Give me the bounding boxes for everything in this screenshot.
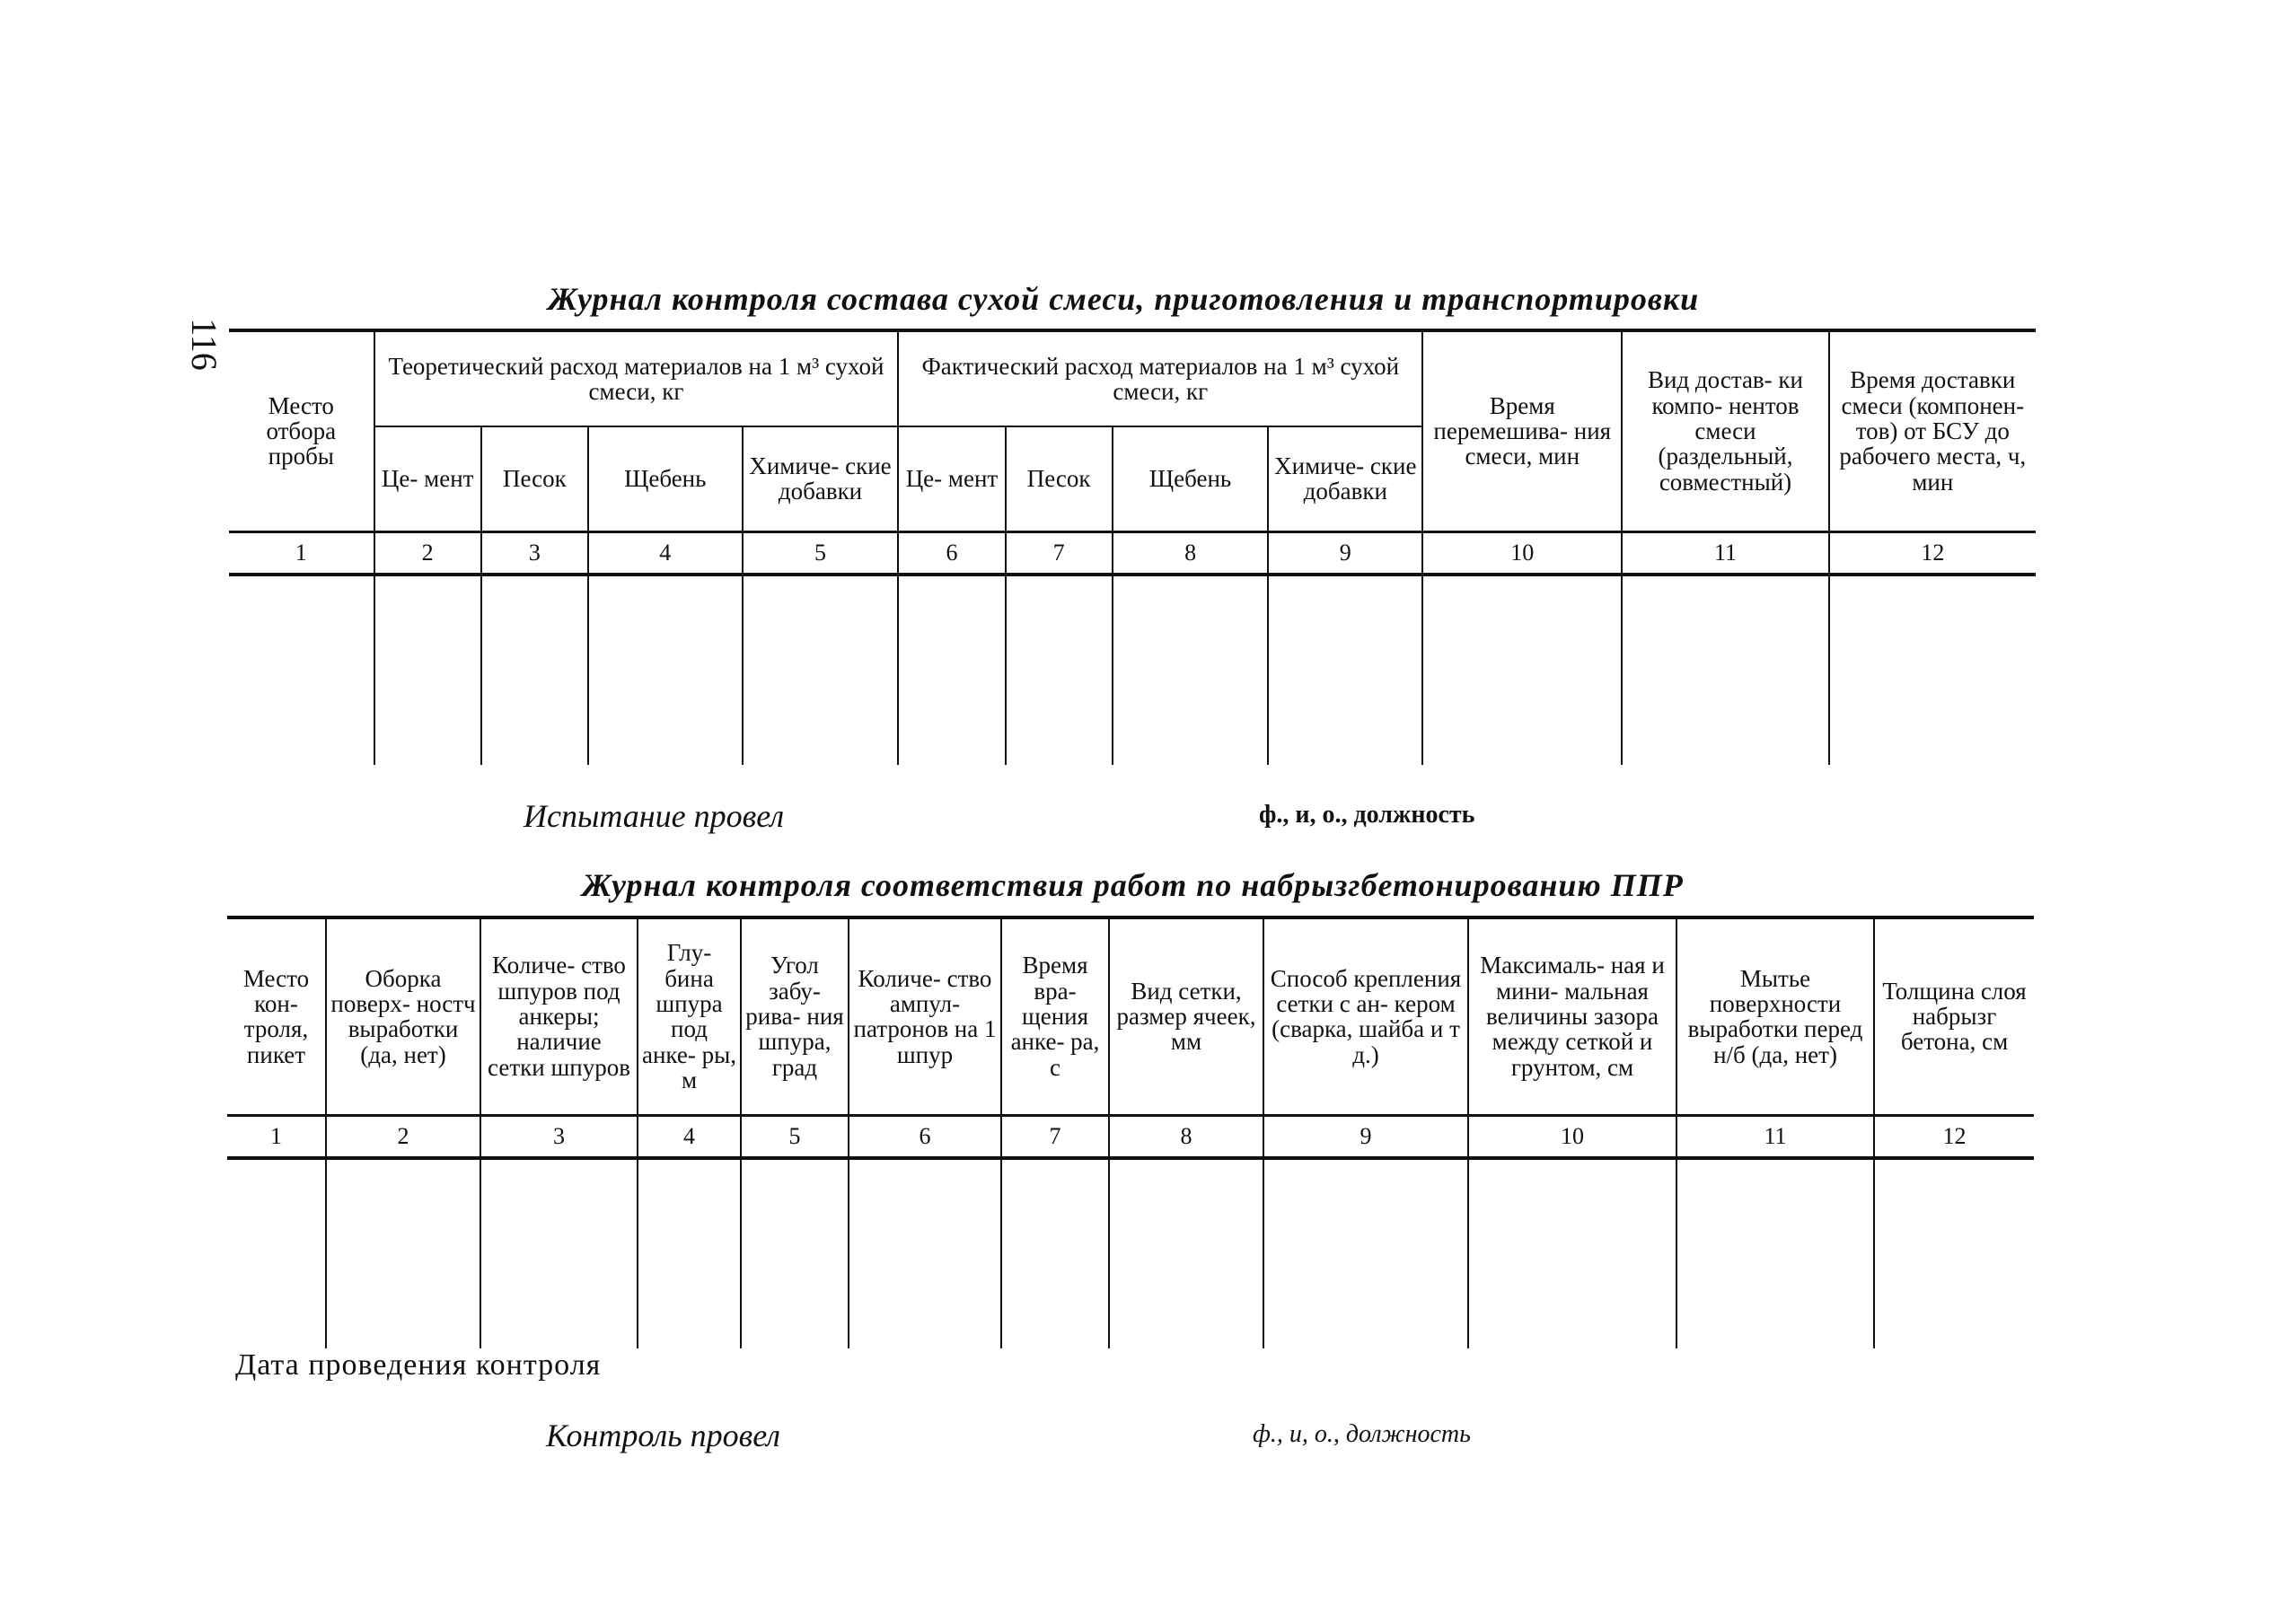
j1-signature-label: Испытание провел	[524, 798, 785, 834]
j1-col-delivery-type: Вид достав- ки компо- нентов смеси (раздельный, совместный)	[1622, 332, 1828, 531]
j2-col-mesh-fastening: Способ крепления сетки с ан- кером (сварка, шайба и т д.)	[1263, 919, 1468, 1115]
j2-num: 3	[480, 1115, 638, 1158]
j1-sub-sand-actual: Песок	[1006, 426, 1113, 531]
j2-num: 6	[849, 1115, 1001, 1158]
j2-entry-cell[interactable]	[638, 1158, 741, 1348]
j2-num: 7	[1001, 1115, 1109, 1158]
j2-col-hole-depth: Глу- бина шпура под анке- ры, м	[638, 919, 741, 1115]
j1-entry-cell[interactable]	[1422, 575, 1622, 765]
j1-signature-fields: ф., и, о., должность	[1259, 801, 1475, 829]
j1-sub-gravel-theoretical: Щебень	[588, 426, 743, 531]
j2-signature-fields: ф., и, о., должность	[1253, 1420, 1471, 1448]
j2-signature-label: Контроль провел	[546, 1418, 780, 1453]
j2-entry-cell[interactable]	[849, 1158, 1001, 1348]
j1-entry-cell[interactable]	[1622, 575, 1828, 765]
j1-entry-cell[interactable]	[481, 575, 588, 765]
j1-entry-cell[interactable]	[1268, 575, 1422, 765]
j2-entry-cell[interactable]	[1874, 1158, 2034, 1348]
j2-col-place: Место кон- троля, пикет	[227, 919, 326, 1115]
j1-num: 4	[588, 531, 743, 575]
j1-sub-cement-actual: Це- мент	[898, 426, 1005, 531]
j2-col-mesh-type: Вид сетки, размер ячеек, мм	[1109, 919, 1263, 1115]
j1-sub-sand-theoretical: Песок	[481, 426, 588, 531]
j2-num: 1	[227, 1115, 326, 1158]
j1-entry-cell[interactable]	[1829, 575, 2036, 765]
j1-num: 6	[898, 531, 1005, 575]
j2-entry-cell[interactable]	[227, 1158, 326, 1348]
j1-num: 9	[1268, 531, 1422, 575]
j1-entry-cell[interactable]	[374, 575, 481, 765]
j1-sub-chem-theoretical: Химиче- ские добавки	[743, 426, 899, 531]
j2-num: 5	[741, 1115, 849, 1158]
j2-num: 4	[638, 1115, 741, 1158]
j1-num: 5	[743, 531, 899, 575]
j1-num: 3	[481, 531, 588, 575]
j1-sub-cement-theoretical: Це- мент	[374, 426, 481, 531]
j1-entry-cell[interactable]	[1006, 575, 1113, 765]
j1-sub-chem-actual: Химиче- ские добавки	[1268, 426, 1422, 531]
j2-col-hole-count: Количе- ство шпуров под анкеры; наличие сетки шпуров	[480, 919, 638, 1115]
j2-num: 9	[1263, 1115, 1468, 1158]
journal1-table	[229, 332, 2036, 765]
j1-entry-cell[interactable]	[898, 575, 1005, 765]
j2-num: 11	[1676, 1115, 1874, 1158]
j2-entry-cell[interactable]	[326, 1158, 480, 1348]
j1-col-delivery-time: Время доставки смеси (компонен- тов) от БСУ до рабочего места, ч, мин	[1829, 332, 2036, 531]
journal2-table	[227, 919, 2034, 1348]
j2-entry-cell[interactable]	[1263, 1158, 1468, 1348]
j1-col-place: Место отбора пробы	[229, 332, 374, 531]
j1-num: 12	[1829, 531, 2036, 575]
j1-num: 8	[1113, 531, 1269, 575]
j1-num: 10	[1422, 531, 1622, 575]
j1-num: 1	[229, 531, 374, 575]
j1-entry-cell[interactable]	[588, 575, 743, 765]
j1-num: 7	[1006, 531, 1113, 575]
j2-entry-cell[interactable]	[1468, 1158, 1676, 1348]
j1-group-actual: Фактический расход материалов на 1 м³ сухой смеси, кг	[898, 332, 1422, 426]
j2-entry-cell[interactable]	[1001, 1158, 1109, 1348]
j1-col-mix-time: Время перемешива- ния смеси, мин	[1422, 332, 1622, 531]
j2-col-gap: Максималь- ная и мини- мальная величины зазора между сеткой и грунтом, см	[1468, 919, 1676, 1115]
j1-num: 2	[374, 531, 481, 575]
j2-entry-cell[interactable]	[741, 1158, 849, 1348]
j1-sub-gravel-actual: Щебень	[1113, 426, 1269, 531]
j2-date-label: Дата проведения контроля	[235, 1348, 602, 1382]
j2-entry-cell[interactable]	[480, 1158, 638, 1348]
page-number: 116	[183, 318, 224, 371]
j1-entry-cell[interactable]	[229, 575, 374, 765]
j2-entry-cell[interactable]	[1676, 1158, 1874, 1348]
j2-col-washing: Мытье поверхности выработки перед н/б (да, нет)	[1676, 919, 1874, 1115]
j2-num: 10	[1468, 1115, 1676, 1158]
journal2-title: Журнал контроля соответствия работ по набрызгбетонированию ППР	[582, 867, 1684, 903]
j1-group-theoretical: Теоретический расход материалов на 1 м³ сухой смеси, кг	[374, 332, 899, 426]
j2-col-thickness: Толщина слоя набрызг бетона, см	[1874, 919, 2034, 1115]
j2-col-cartridge-count: Количе- ство ампул- патронов на 1 шпур	[849, 919, 1001, 1115]
j1-entry-cell[interactable]	[1113, 575, 1269, 765]
j1-entry-cell[interactable]	[743, 575, 899, 765]
j2-col-surface-cleaning: Оборка поверх- ностч выработки (да, нет)	[326, 919, 480, 1115]
journal1-title: Журнал контроля состава сухой смеси, приготовления и транспортировки	[548, 281, 1700, 317]
j2-col-drill-angle: Угол забу- рива- ния шпура, град	[741, 919, 849, 1115]
j1-num: 11	[1622, 531, 1828, 575]
j2-num: 12	[1874, 1115, 2034, 1158]
j2-num: 2	[326, 1115, 480, 1158]
j2-col-rotation-time: Время вра- щения анке- ра, с	[1001, 919, 1109, 1115]
j2-entry-cell[interactable]	[1109, 1158, 1263, 1348]
j2-num: 8	[1109, 1115, 1263, 1158]
